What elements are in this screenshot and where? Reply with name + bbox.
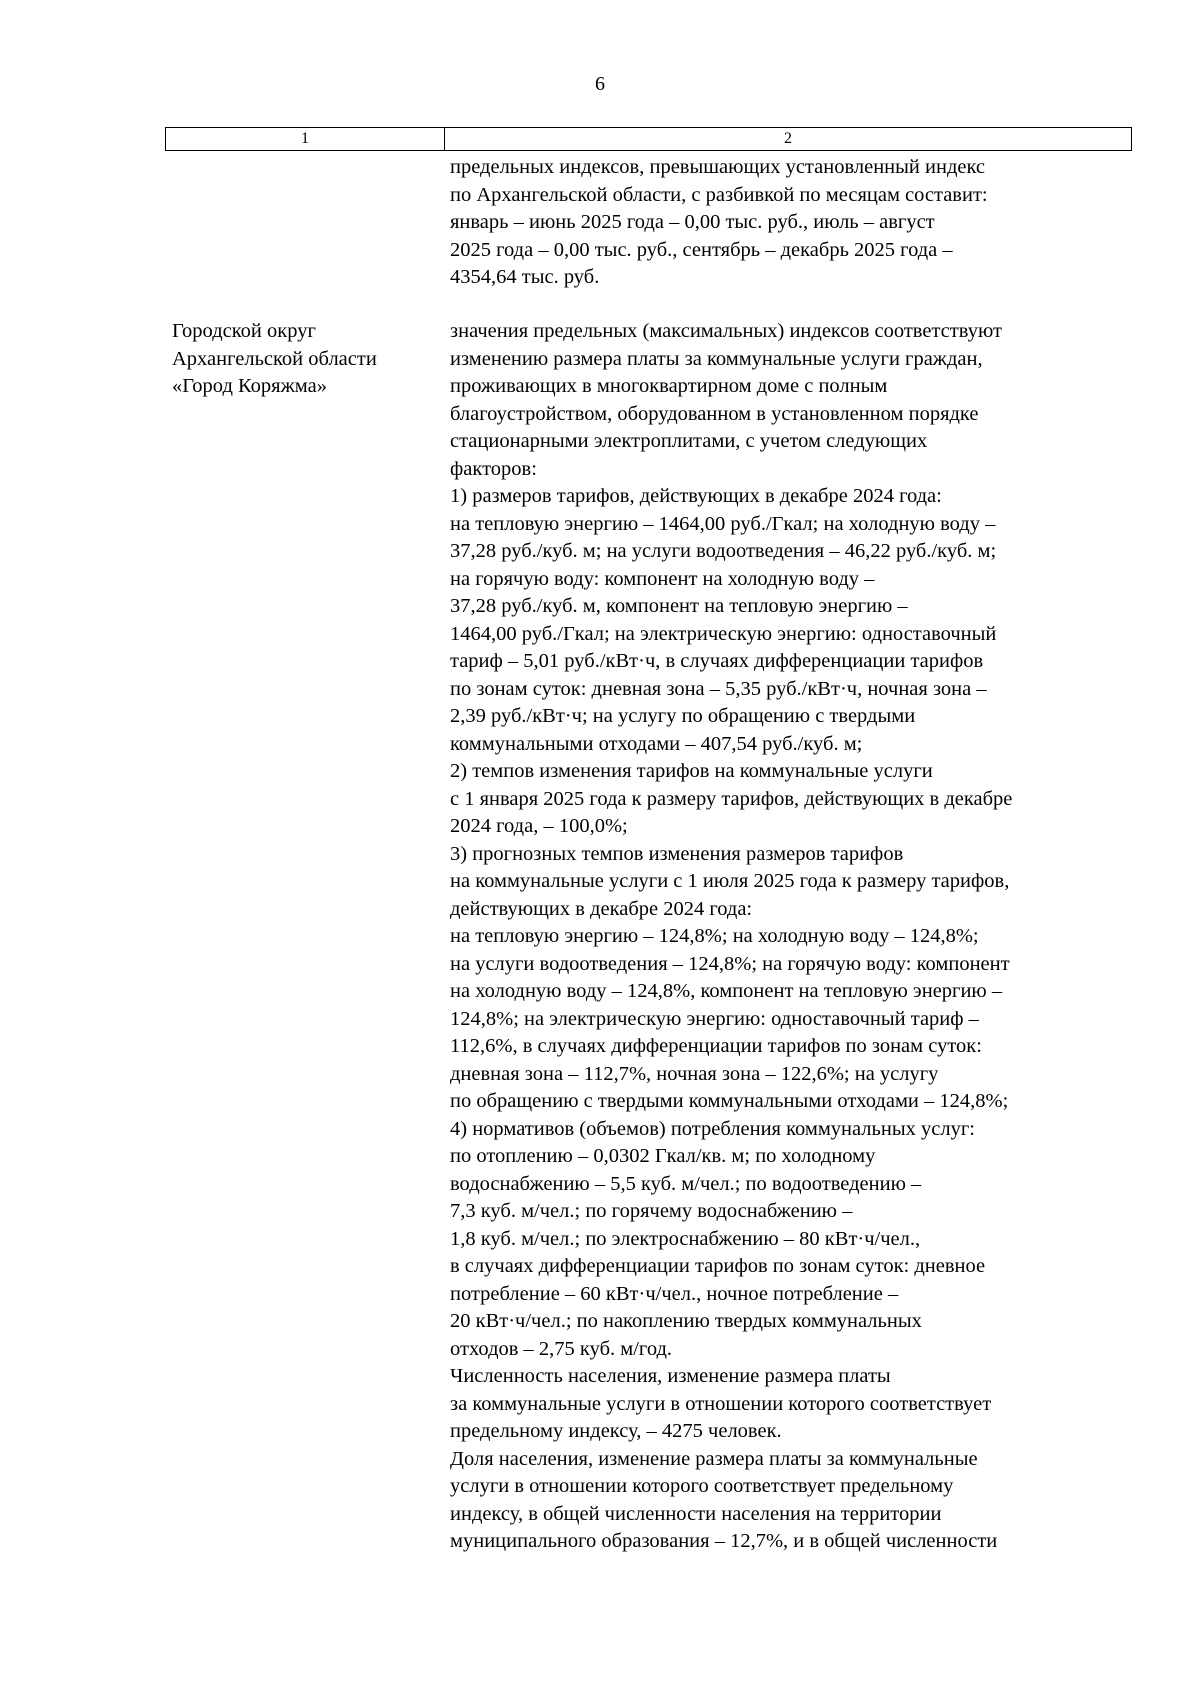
text-line: 20 кВт·ч/чел.; по накоплению твердых коммунальных xyxy=(450,1310,922,1332)
table-header-col-2: 2 xyxy=(784,130,792,147)
text-line: на холодную воду – 124,8%, компонент на тепловую энергию – xyxy=(450,980,1003,1002)
text-line: на горячую воду: компонент на холодную воду – xyxy=(450,567,875,590)
text-line: индексу, в общей численности населения на территории xyxy=(450,1502,942,1525)
text-line: 1464,00 руб./Гкал; на электрическую энергию: одноставочный xyxy=(450,622,997,645)
text-line: проживающих в многоквартирном доме с полным xyxy=(450,375,888,397)
text-line: на тепловую энергию – 124,8%; на холодную воду – 124,8%; xyxy=(450,925,979,947)
municipality-name xyxy=(172,318,377,401)
text-line: изменению размера платы за коммунальные услуги граждан, xyxy=(450,347,983,370)
text-line: Городской округ xyxy=(172,320,316,342)
text-line: «Город Коряжма» xyxy=(172,375,327,397)
text-line: 4) нормативов (объемов) потребления коммунальных услуг: xyxy=(450,1117,975,1140)
text-line: 2024 года, – 100,0%; xyxy=(450,815,628,837)
continuation-text xyxy=(450,154,988,292)
page-number: 6 xyxy=(595,73,605,95)
text-line: предельному индексу, – 4275 человек. xyxy=(450,1420,782,1442)
text-line: коммунальными отходами – 407,54 руб./куб. м; xyxy=(450,732,863,755)
text-line: Численность населения, изменение размера платы xyxy=(450,1365,891,1387)
text-line: 2) темпов изменения тарифов на коммунальные услуги xyxy=(450,760,933,782)
text-line: муниципального образования – 12,7%, и в общей численности xyxy=(450,1530,998,1552)
table-header-row xyxy=(165,127,1132,151)
text-line: на тепловую энергию – 1464,00 руб./Гкал; на холодную воду – xyxy=(450,512,996,535)
text-line: 2025 года – 0,00 тыс. руб., сентябрь – декабрь 2025 года – xyxy=(450,238,953,261)
text-line: услуги в отношении которого соответствует предельному xyxy=(450,1475,954,1497)
text-line: стационарными электроплитами, с учетом следующих xyxy=(450,430,928,452)
text-line: 37,28 руб./куб. м, компонент на тепловую энергию – xyxy=(450,595,908,617)
text-line: 3) прогнозных темпов изменения размеров тарифов xyxy=(450,842,904,865)
text-line: по отоплению – 0,0302 Гкал/кв. м; по холодному xyxy=(450,1145,876,1167)
text-line: факторов: xyxy=(450,457,537,480)
text-line: в случаях дифференциации тарифов по зонам суток: дневное xyxy=(450,1255,986,1277)
text-line: с 1 января 2025 года к размеру тарифов, действующих в декабре xyxy=(450,787,1013,810)
text-line: тариф – 5,01 руб./кВт·ч, в случаях дифференциации тарифов xyxy=(450,650,984,672)
text-line: действующих в декабре 2024 года: xyxy=(450,897,753,920)
text-line: 112,6%, в случаях дифференциации тарифов по зонам суток: xyxy=(450,1035,982,1057)
text-line: по обращению с твердыми коммунальными отходами – 124,8%; xyxy=(450,1090,1009,1112)
text-line: по Архангельской области, с разбивкой по месяцам составит: xyxy=(450,183,988,206)
text-line: январь – июнь 2025 года – 0,00 тыс. руб., июль – август xyxy=(450,211,935,233)
text-line: предельных индексов, превышающих установленный индекс xyxy=(450,156,986,178)
text-line: Архангельской области xyxy=(172,347,377,370)
text-line: 124,8%; на электрическую энергию: одноставочный тариф – xyxy=(450,1007,979,1030)
text-line: благоустройством, оборудованном в установленном порядке xyxy=(450,402,979,425)
municipality-description xyxy=(450,318,1012,1556)
text-line: 7,3 куб. м/чел.; по горячему водоснабжению – xyxy=(450,1200,853,1222)
text-line: за коммунальные услуги в отношении которого соответствует xyxy=(450,1392,992,1415)
text-line: 1) размеров тарифов, действующих в декабре 2024 года: xyxy=(450,485,942,507)
text-line: отходов – 2,75 куб. м/год. xyxy=(450,1337,673,1360)
text-line: потребление – 60 кВт·ч/чел., ночное потребление – xyxy=(450,1282,899,1305)
text-line: Доля населения, изменение размера платы за коммунальные xyxy=(450,1447,978,1470)
text-line: по зонам суток: дневная зона – 5,35 руб./кВт·ч, ночная зона – xyxy=(450,677,987,700)
text-line: 37,28 руб./куб. м; на услуги водоотведения – 46,22 руб./куб. м; xyxy=(450,540,997,562)
text-line: водоснабжению – 5,5 куб. м/чел.; по водоотведению – xyxy=(450,1172,922,1195)
text-line: значения предельных (максимальных) индексов соответствуют xyxy=(450,320,1002,342)
text-line: на услуги водоотведения – 124,8%; на горячую воду: компонент xyxy=(450,952,1010,975)
text-line: 2,39 руб./кВт·ч; на услугу по обращению с твердыми xyxy=(450,705,916,727)
text-line: 1,8 куб. м/чел.; по электроснабжению – 80 кВт·ч/чел., xyxy=(450,1227,921,1250)
text-line: дневная зона – 112,7%, ночная зона – 122,6%; на услугу xyxy=(450,1062,939,1085)
text-line: 4354,64 тыс. руб. xyxy=(450,266,600,288)
table-header-col-1: 1 xyxy=(166,128,445,150)
text-line: на коммунальные услуги с 1 июля 2025 года к размеру тарифов, xyxy=(450,870,1010,892)
